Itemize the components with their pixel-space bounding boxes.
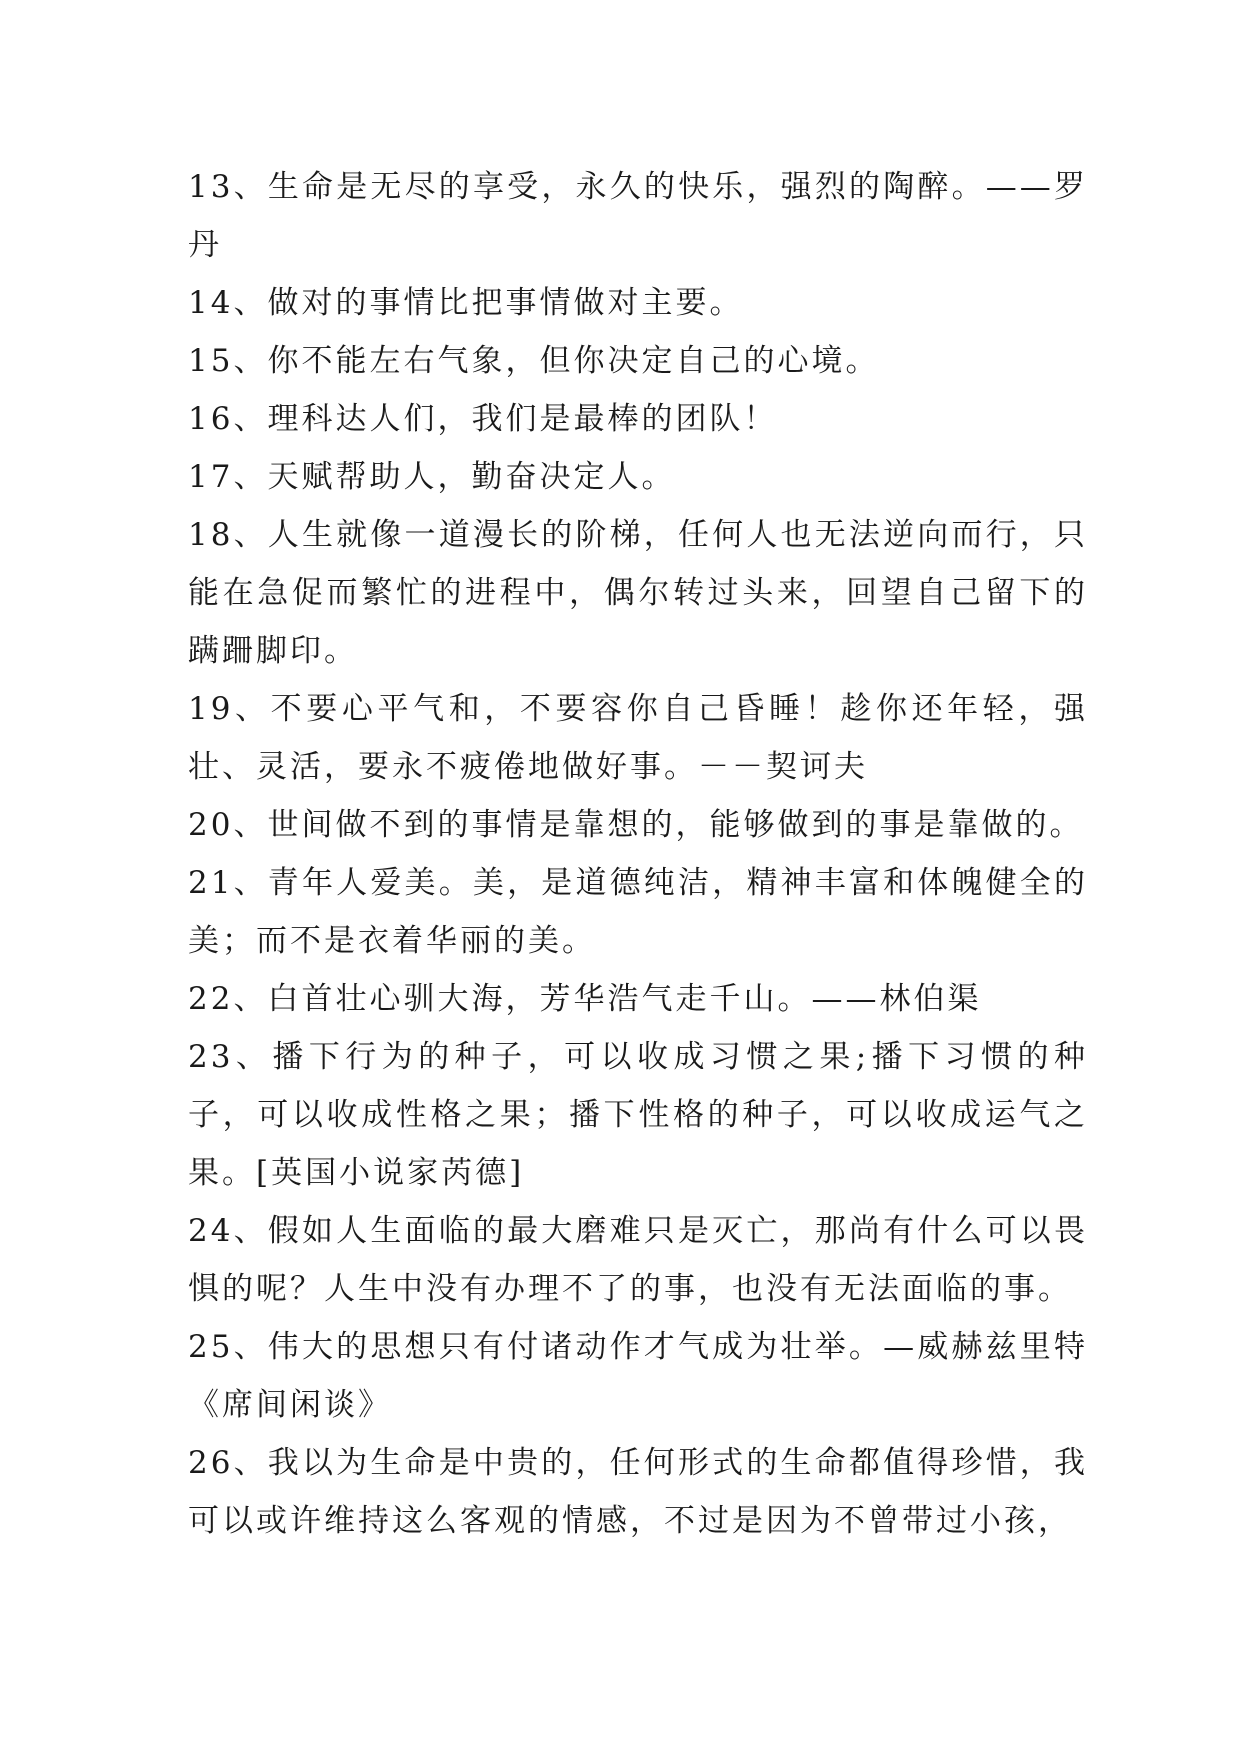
quote-list [188, 158, 1088, 1550]
quote-entry-23: 23、播下行为的种子，可以收成习惯之果;播下习惯的种子，可以收成性格之果；播下性格的种子，可以收成运气之果。[英国小说家芮德] [188, 1039, 1088, 1191]
quote-entry-18: 18、人生就像一道漫长的阶梯，任何人也无法逆向而行，只能在急促而繁忙的进程中，偶尔转过头来，回望自己留下的蹒跚脚印。 [188, 517, 1088, 669]
quote-entry-17: 17、天赋帮助人，勤奋决定人。 [188, 459, 676, 495]
quote-entry-21: 21、青年人爱美。美，是道德纯洁，精神丰富和体魄健全的美；而不是衣着华丽的美。 [188, 865, 1088, 959]
quote-entry-14: 14、做对的事情比把事情做对主要。 [188, 285, 744, 321]
quote-entry-24: 24、假如人生面临的最大磨难只是灭亡，那尚有什么可以畏惧的呢？人生中没有办理不了的事，也没有无法面临的事。 [188, 1213, 1088, 1307]
quote-entry-16: 16、理科达人们，我们是最棒的团队！ [188, 401, 778, 437]
quote-entry-22: 22、白首壮心驯大海，芳华浩气走千山。——林伯渠 [188, 981, 982, 1017]
quote-entry-26: 26、我以为生命是中贵的，任何形式的生命都值得珍惜，我可以或许维持这么客观的情感，不过是因为不曾带过小孩， [188, 1445, 1088, 1539]
quote-entry-25: 25、伟大的思想只有付诸动作才气成为壮举。—威赫兹里特《席间闲谈》 [188, 1329, 1088, 1423]
quote-entry-13: 13、生命是无尽的享受，永久的快乐，强烈的陶醉。——罗丹 [188, 169, 1088, 263]
quote-entry-15: 15、你不能左右气象，但你决定自己的心境。 [188, 343, 880, 379]
quote-entry-19: 19、不要心平气和，不要容你自己昏睡！趁你还年轻，强壮、灵活，要永不疲倦地做好事。－－契诃夫 [188, 691, 1088, 785]
quote-entry-20: 20、世间做不到的事情是靠想的，能够做到的事是靠做的。 [188, 807, 1084, 843]
